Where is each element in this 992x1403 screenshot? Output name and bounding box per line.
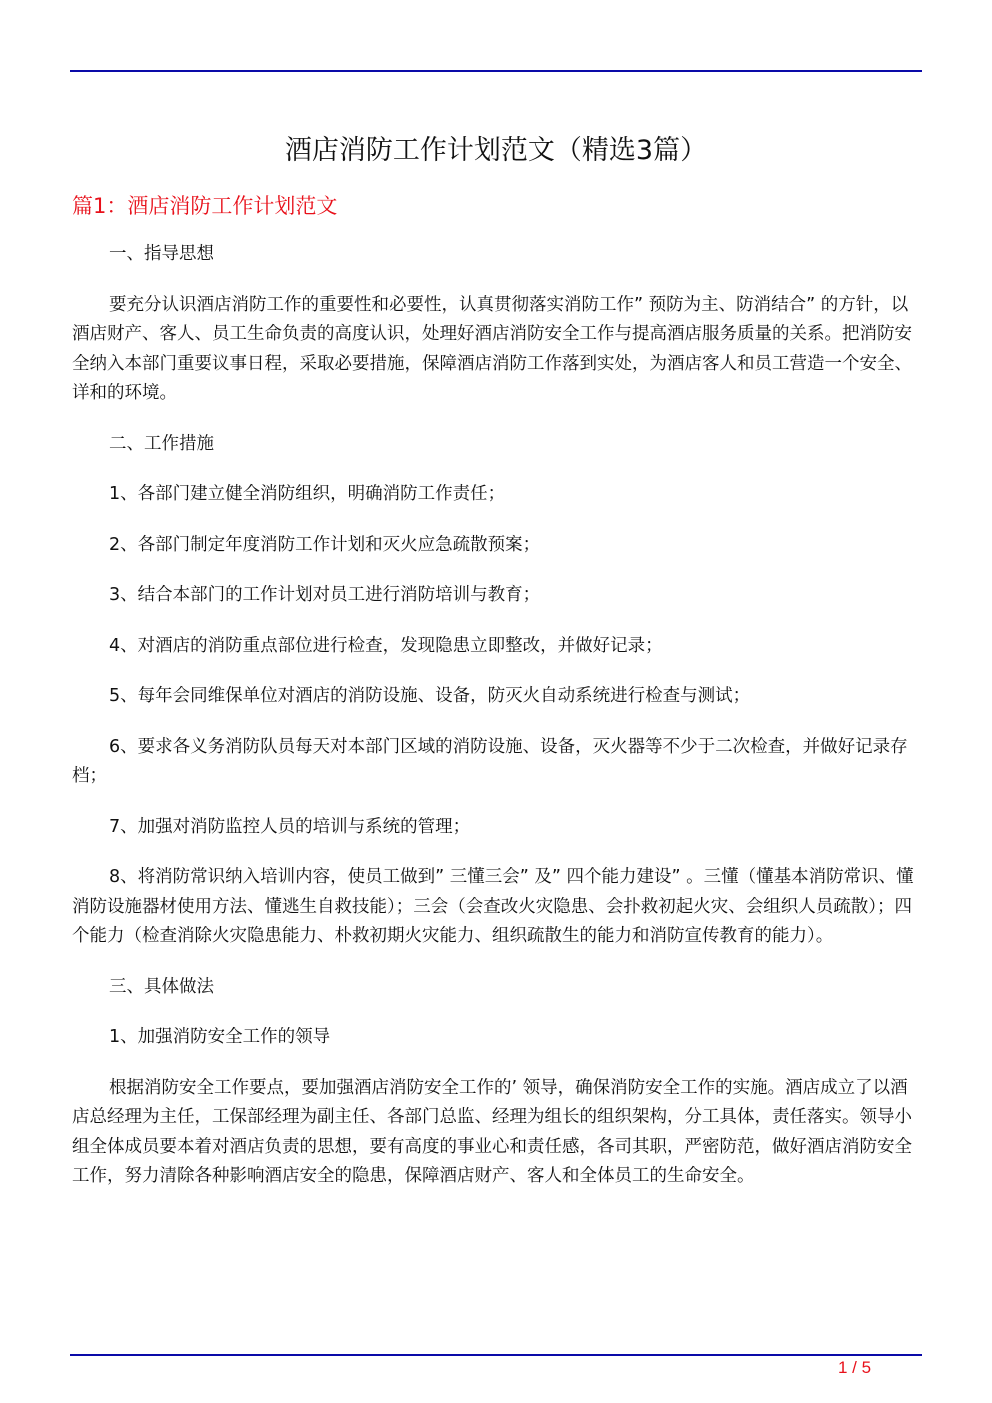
heading-guiding-ideology: 一、指导思想 (109, 244, 214, 264)
header-rule (70, 70, 922, 72)
list-item: 6、要求各义务消防队员每天对本部门区域的消防设施、设备，灭火器等不少于二次检查，并做好记录存档； (72, 736, 908, 786)
document-title: 酒店消防工作计划范文（精选3篇） (284, 135, 708, 166)
list-item: 8、将消防常识纳入培训内容，使员工做到” 三懂三会” 及” 四个能力建设” 。三懂（懂基本消防常识、懂消防设施器材使用方法、懂逃生自救技能）；三会（会查改火灾隐患、会扑救初起火灾、会组织人员疏散）；四个能力（检查消除火灾隐患能力、朴救初期火灾能力、组织疏散生的能力和消防宣传教育的能力）。 (72, 867, 914, 946)
section-title: 篇1：酒店消防工作计划范文 (72, 194, 338, 218)
list-item: 7、加强对消防监控人员的培训与系统的管理； (109, 816, 471, 837)
list-item: 2、各部门制定年度消防工作计划和灭火应急疏散预案； (109, 534, 541, 555)
list-item: 1、各部门建立健全消防组织，明确消防工作责任； (109, 484, 506, 504)
heading-specific-practices: 三、具体做法 (109, 976, 214, 997)
subheading-leadership: 1、加强消防安全工作的领导 (109, 1027, 331, 1047)
heading-work-measures: 二、工作措施 (109, 433, 214, 454)
document-body (72, 240, 922, 1213)
list-item: 4、对酒店的消防重点部位进行检查，发现隐患立即整改，并做好记录； (109, 635, 663, 656)
paragraph-guiding-ideology: 要充分认识酒店消防工作的重要性和必要性，认真贯彻落实消防工作” 预防为主、防消结合” 的方针，以酒店财产、客人、员工生命负责的高度认识，处理好酒店消防安全工作与提高酒店服务质量的关系。把消防安全纳入本部门重要议事日程，采取必要措施，保障酒店消防工作落到实处，为酒店客人和员工营造一个安全、详和的环境。 (72, 294, 912, 403)
list-item: 3、结合本部门的工作计划对员工进行消防培训与教育； (109, 585, 541, 605)
footer-rule (70, 1354, 922, 1356)
paragraph-leadership: 根据消防安全工作要点，要加强酒店消防安全工作的’ 领导，确保消防安全工作的实施。酒店成立了以酒店总经理为主任，工保部经理为副主任、各部门总监、经理为组长的组织架构，分工具体，责任落实。领导小组全体成员要本着对酒店负责的思想，要有高度的事业心和责任感，各司其职，严密防范，做好酒店消防安全工作，努力清除各种影响酒店安全的隐患，保障酒店财产、客人和全体员工的生命安全。 (72, 1077, 912, 1186)
list-item: 5、每年会同维保单位对酒店的消防设施、设备，防灭火自动系统进行检查与测试； (109, 686, 751, 706)
page-indicator: 1 / 5 (838, 1358, 872, 1377)
